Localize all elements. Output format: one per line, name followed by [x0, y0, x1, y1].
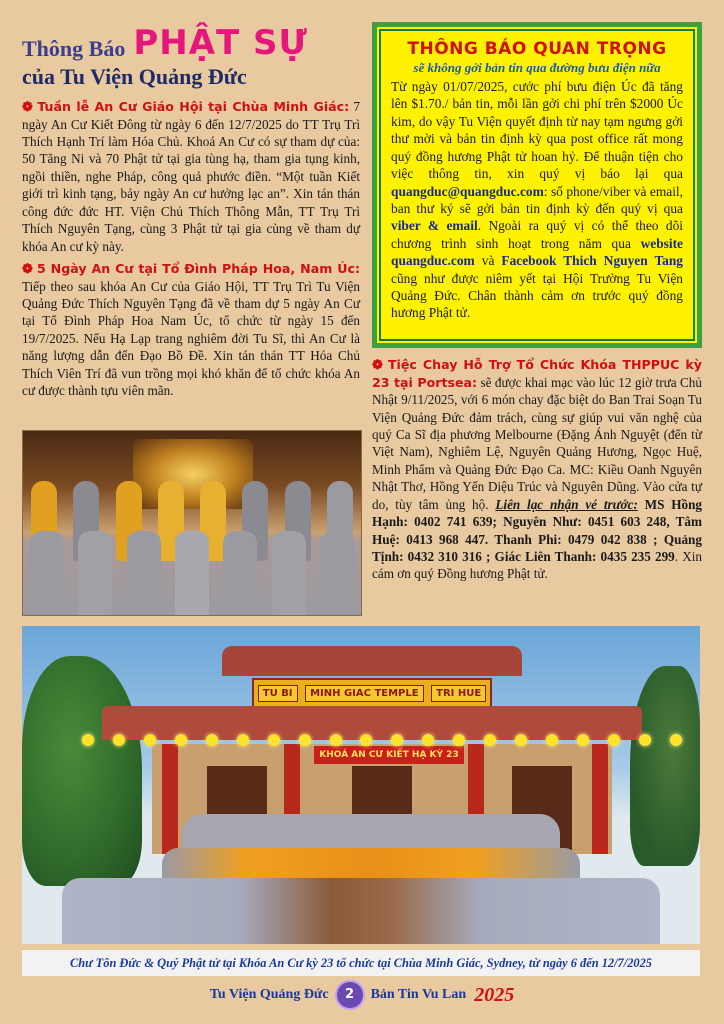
- important-notice-box: [372, 22, 702, 348]
- notice-website-link[interactable]: website quangduc.com: [391, 235, 683, 269]
- article-body: sẽ được khai mạc vào lúc 12 giờ trưa Chủ Nhật 9/11/2025, với 6 món chay đặc biệt do Ban Trai Soạn Tu Viện Quảng Đức đảm trách, cùng sự giúp vui văn nghệ của quý Ca Sĩ địa phương Melbourne (Đặng Ánh Nguyệt (đến từ Việt Nam), Nghiêm Lệ, Nguyên Quảng Hương, Ngọc Huệ, Minh Phẩm và Quảng Đức Đạo Ca. MC: Kiều Oanh Nguyên Nhật Thơ, Hồng Yến Diệu Trúc và Nguyên Dũng. Vào cửa tự do, tùy tâm ủng hộ.: [372, 374, 702, 512]
- header-highlight: PHẬT SỰ: [133, 23, 308, 63]
- contact-list: MS Hồng Hạnh: 0402 741 639; Nguyên Như: 0451 603 248, Tâm Huệ: 0413 968 447. Thanh Phi: 0479 042 838 ; Quảng Tịnh: 0432 310 316 ; Giác Liên Thanh: 0435 235 299: [372, 496, 703, 565]
- tree-left: [22, 656, 142, 886]
- temple-roof-top: [222, 646, 522, 676]
- notice-title: THÔNG BÁO QUAN TRỌNG: [407, 39, 667, 59]
- article-body: Tiếp theo sau khóa An Cư của Giáo Hội, TT Trụ Trì Tu Viện Quảng Đức Thích Nguyên Tạng đã về tham dự 5 ngày An Cư tại Tổ Đình Pháp Hoa Nam Úc, tổ chức từ ngày 15 đến 19/7/2025. Nếu Hạ Lạp trang nghiêm đời Tu Sĩ, thì An Cư là năng lượng dẫn đến Đạo Bồ Đề. Xin tán thán TT Hóa Chủ Thích Viên Trí đã vun trồng mọi khó khăn để tổ chức khóa An cư được thành tựu viên mãn.: [22, 278, 360, 399]
- notice-channels: viber & email: [391, 218, 478, 234]
- page-number: 2: [345, 987, 355, 1002]
- lotus-bullet-icon: ❁: [22, 99, 34, 114]
- right-column: [372, 356, 702, 583]
- sign-left: TU BI: [258, 685, 298, 702]
- photo-caption: Chư Tôn Đức & Quý Phật tử tại Khóa An Cư kỳ 23 tổ chức tại Chùa Minh Giác, Sydney, từ ngày 6 đến 12/7/2025: [22, 950, 700, 976]
- footer-publisher: Tu Viện Quảng Đức: [209, 987, 329, 1002]
- tree-right: [630, 666, 700, 866]
- photo-minh-giac-temple: [22, 626, 700, 944]
- notice-subtitle: sẽ không gởi bản tin qua đường bưu điện nữa: [413, 60, 661, 75]
- footer-publication: Bản Tin Vu Lan: [370, 987, 467, 1002]
- photo-row-front: [23, 531, 361, 616]
- article-an-cu-minh-giac: [22, 98, 360, 255]
- left-column: [22, 98, 360, 405]
- header-subtitle: của Tu Viện Quảng Đức: [22, 64, 247, 89]
- photo-phap-hoa-group: [22, 430, 362, 616]
- article-title: Tuần lễ An Cư Giáo Hội tại Chùa Minh Giác:: [37, 99, 350, 114]
- header-prefix: Thông Báo: [22, 36, 126, 61]
- article-body: 7 ngày An Cư Kiết Đông từ ngày 6 đến 12/7/2025 do TT Trụ Trì Thích Hạnh Trí làm Hóa Chủ. Khoá An Cư có sự tham dự của: 50 Tăng Ni và 70 Phật tử tại gia tùng hạ, tham gia tụng kinh, ngồi thiền, nghe Pháp, công quả phước điền. “Một tuần Kiết giới trì kinh tạng, bảy ngày An cư hưởng lạc an”. Xin tán thán công đức đức HT. Viện Chủ Thích Thông Mẫn, TT Trụ Trì Thích Nguyên Tạng, cùng 3 Phật tử tại gia cùng về tham dự khóa An cư kỳ này.: [22, 99, 360, 254]
- article-an-cu-phap-hoa: [22, 260, 360, 400]
- page-footer: [0, 982, 724, 1008]
- lantern-string: [82, 734, 682, 748]
- sign-center: MINH GIAC TEMPLE: [305, 685, 424, 702]
- lotus-bullet-icon: ❁: [22, 260, 34, 276]
- contact-label: Liên lạc nhận vé trước:: [495, 496, 638, 512]
- closing-text: . Xin cám ơn quý Đồng hương Phật tử.: [372, 549, 703, 582]
- an-cu-banner: KHOÁ AN CƯ KIẾT HẠ KỲ 23: [314, 746, 464, 764]
- article-tiec-chay: [372, 356, 702, 583]
- footer-year: 2025: [474, 983, 515, 1006]
- temple-pillar: [162, 744, 178, 854]
- page-header: [22, 23, 362, 90]
- notice-body: Từ ngày 01/07/2025, cước phí bưu điện Úc đã tăng lên $1.70./ bản tin, mỗi lần gởi chi phí trên $2000 Úc kim, do vậy Tu Viện quyết định từ nay tạm ngưng gởi thư mời và bản tin định kỳ qua post office rất mong quý đồng hương Phật tử hoan hỷ. Để thuận tiện cho việc thông tin, xin quý vị báo lại qua quangduc@quangduc.com: số phone/viber và email, ban thư ký sẽ gởi bản tin định kỳ đến quý vị qua viber & email. Ngoài ra quý vị có thể theo dõi chương trình sinh hoạt trong năm qua website quangduc.com và Facebook Thich Nguyen Tang cũng như được niêm yết tại Hội Trường Tu Viện Quảng Đức. Chân thành cảm ơn trước quý đồng hương Phật tử.: [391, 79, 684, 321]
- notice-email-link[interactable]: quangduc@quangduc.com: [391, 183, 544, 199]
- crowd-front: [62, 878, 660, 944]
- page-number-badge: [337, 982, 363, 1008]
- temple-pillar: [592, 744, 608, 854]
- temple-sign-band: [252, 678, 492, 708]
- sign-right: TRI HUE: [431, 685, 486, 702]
- article-title: 5 Ngày An Cư tại Tổ Đình Pháp Hoa, Nam Úc:: [36, 260, 361, 276]
- article-title: Tiệc Chay Hỗ Trợ Tổ Chức Khóa THPPUC kỳ 23 tại Portsea:: [372, 357, 702, 390]
- notice-facebook-link[interactable]: Facebook Thich Nguyen Tang: [501, 253, 683, 269]
- lotus-bullet-icon: ❁: [372, 357, 384, 372]
